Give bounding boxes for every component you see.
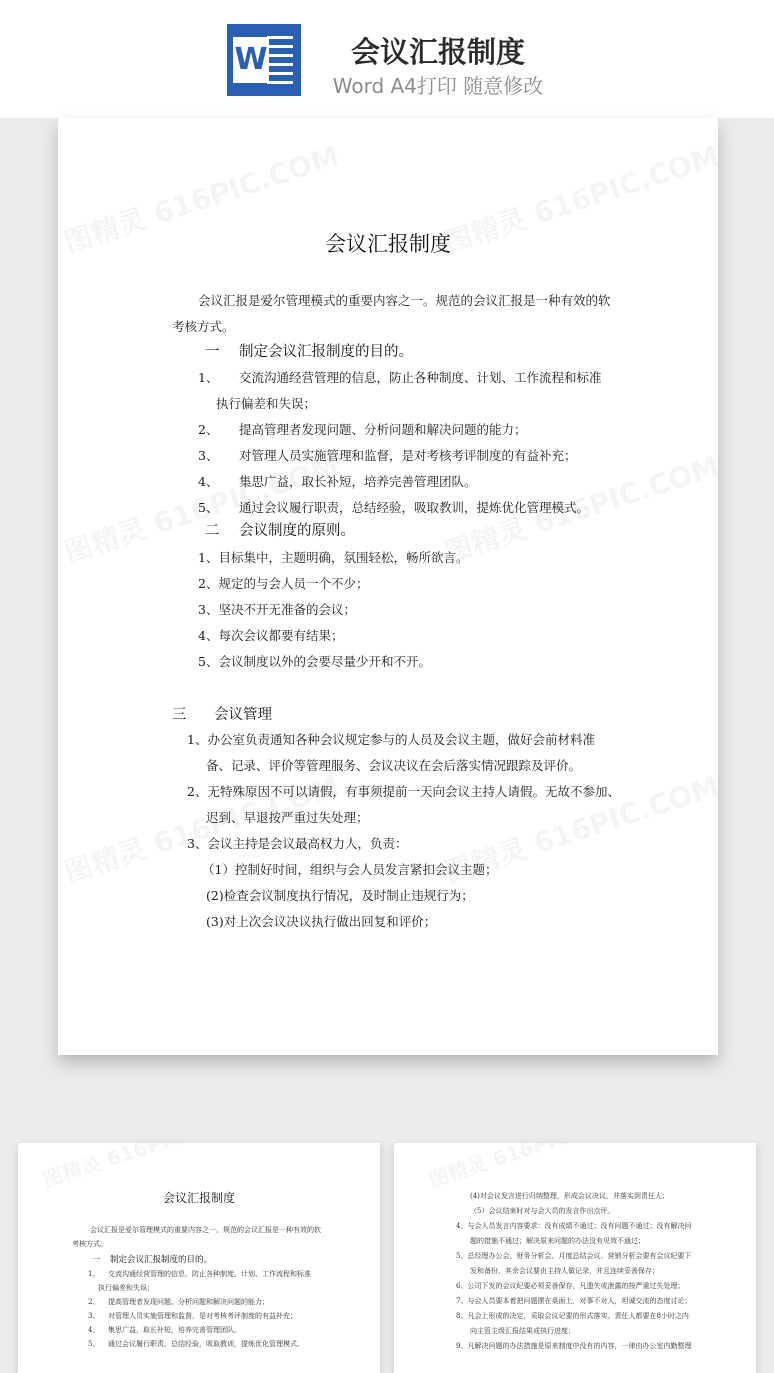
thumbnail-line: 考核方式。 (72, 1240, 107, 1248)
thumbnail-item-number: 3、 (88, 1312, 100, 1320)
document-title: 会议汇报制度 (325, 232, 451, 256)
section-number: 二 (205, 523, 220, 539)
thumbnail-line: 8、凡会上形成的决定，采取会议记要的形式落实。责任人都要在8小时之内 (456, 1312, 689, 1320)
thumbnail-section-number: 一 (92, 1255, 101, 1265)
list-item-text: 2、无特殊原因不可以请假，有事须提前一天向会议主持人请假。无故不参加、 (187, 784, 620, 799)
document-page (58, 118, 718, 1055)
thumbnail-item-number: 1、 (88, 1270, 100, 1278)
list-item-text: 执行偏差和失误； (216, 396, 317, 411)
list-item-text: 交流沟通经营管理的信息，防止各种制度、计划、工作流程和标准 (239, 370, 602, 385)
list-item: 3、坚决不开无准备的会议； (198, 602, 356, 617)
intro-line: 考核方式。 (172, 319, 235, 334)
thumbnail-line: 5、总经理办公会、财务分析会、月度总结会议、营销分析会要有会议纪要下 (456, 1252, 692, 1260)
list-item: 2、规定的与会人员一个不少； (198, 576, 369, 591)
section-heading: 会议制度的原则。 (239, 523, 355, 539)
thumbnail-line: 会议汇报是爱尔管理模式的重要内容之一。规范的会议汇报是一种有效的软 (90, 1226, 321, 1234)
list-item-number: 3、 (198, 448, 219, 463)
list-item-text: 通过会议履行职责，总结经验，吸取教训，提炼优化管理模式。 (239, 500, 590, 515)
thumbnail-line: 通过会议履行职责，总结经验，吸取教训，提炼优化管理模式。 (108, 1340, 304, 1348)
thumbnail-item-number: 2、 (88, 1298, 100, 1306)
thumbnail-item-number: 5、 (88, 1340, 100, 1348)
list-item-text: 备、记录、评价等管理服务、会议决议在会后落实情况跟踪及评价。 (206, 758, 582, 773)
intro-line: 会议汇报是爱尔管理模式的重要内容之一。规范的会议汇报是一种有效的软 (198, 293, 611, 308)
thumbnail-line: (4)对会议发言进行归纳整理，形成会议决议，并落实到责任人； (470, 1192, 669, 1200)
section-heading: 制定会议汇报制度的目的。 (239, 344, 413, 360)
watermark (425, 1143, 629, 1193)
list-item-text: 1、办公室负责通知各种会议规定参与的人员及会议主题，做好会前材料准 (187, 732, 595, 747)
thumbnail-line: 7、与会人员要本着把问题摆在桌面上，对事不对人，坦诚交流的态度讨论； (456, 1297, 692, 1305)
thumbnail-section-heading: 制定会议汇报制度的目的。 (110, 1255, 213, 1265)
sub-list-item: (2)检查会议制度执行情况，及时制止违规行为； (206, 888, 474, 903)
section-number: 三 (172, 707, 187, 723)
list-item-text: 对管理人员实施管理和监督，是对考核考评制度的有益补充； (239, 448, 577, 463)
thumbnail-line: 执行偏差和失误； (98, 1284, 154, 1292)
list-item-number: 4、 (198, 474, 219, 489)
list-item-text: 提高管理者发现问题、分析问题和解决问题的能力； (239, 422, 527, 437)
section-heading: 会议管理 (214, 707, 272, 723)
thumbnail-title: 会议汇报制度 (162, 1191, 235, 1205)
sub-list-item: (3)对上次会议决议执行做出回复和评价； (206, 914, 437, 929)
sub-list-item: （1）控制好时间，组织与会人员发言紧扣会议主题； (202, 862, 498, 877)
thumbnail-item-number: 4、 (88, 1326, 100, 1334)
list-item: 5、会议制度以外的会要尽量少开和不开。 (198, 654, 431, 669)
thumbnail-line: 向主管主级汇报结果或执行进度； (470, 1327, 575, 1335)
list-item-text: 3、会议主持是会议最高权力人，负责： (187, 836, 408, 851)
thumbnail-line: 9、凡解决问题的办法措施是原来制度中没有的内容，一律由办公室内勤整理 (456, 1342, 692, 1350)
list-item-number: 2、 (198, 422, 219, 437)
list-item-text: 集思广益，取长补短，培养完善管理团队。 (239, 474, 477, 489)
thumbnail-line: 交流沟通经营管理的信息，防止各种制度、计划、工作流程和标准 (108, 1270, 311, 1278)
thumbnail-line: 对管理人员实施管理和监督，是对考核考评制度的有益补充； (108, 1312, 297, 1320)
list-item: 4、每次会议都要有结果； (198, 628, 344, 643)
thumbnail-line: 题的措施不通过；解决原来问题的办法没有见效不通过； (470, 1237, 645, 1245)
thumbnail-line: 发和备份，其余会议要由主持人做记录，并且连续妥善保存； (470, 1267, 659, 1275)
thumbnail-line: 集思广益，取长补短，培养完善管理团队。 (108, 1326, 241, 1334)
list-item: 1、目标集中，主题明确，氛围轻松，畅所欲言。 (198, 550, 469, 565)
word-icon (227, 24, 301, 96)
page-thumbnail-2 (394, 1143, 756, 1373)
word-icon-letter: W (233, 37, 269, 83)
word-icon-lines (267, 36, 293, 90)
watermark (39, 1143, 243, 1193)
page-header (0, 0, 774, 118)
thumbnail-line: （5）会议结束时对与会人员的发言作出点评。 (470, 1207, 615, 1215)
section-number: 一 (205, 344, 220, 360)
page-thumbnail-1 (18, 1143, 380, 1373)
thumbnail-line: 提高管理者发现问题、分析问题和解决问题的能力； (108, 1298, 269, 1306)
thumbnail-line: 6、公司下发的会议纪要必须妥善保存，凡遗失或泄露的按严重过失处理； (456, 1282, 685, 1290)
list-item-number: 5、 (198, 500, 219, 515)
list-item-text: 迟到、早退按严重过失处理； (206, 810, 369, 825)
header-subtitle: Word A4打印 随意修改 (332, 74, 544, 98)
header-title: 会议汇报制度 (350, 35, 525, 69)
thumbnail-line: 4、与会人员发言内容要求：没有成绩不通过；没有问题不通过；没有解决问 (456, 1222, 692, 1230)
list-item-number: 1、 (198, 370, 219, 385)
